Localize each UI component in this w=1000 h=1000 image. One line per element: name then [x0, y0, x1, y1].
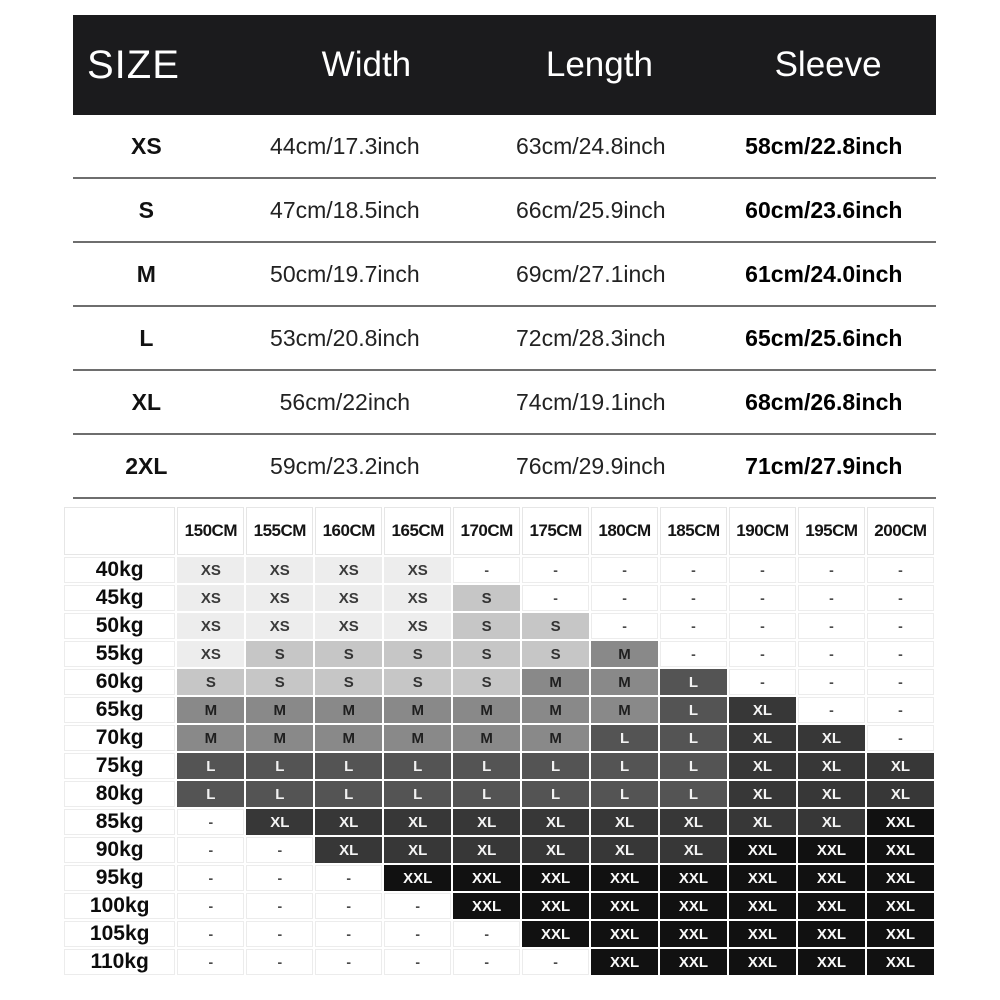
- fit-cell: L: [521, 752, 590, 780]
- fit-cell: -: [728, 556, 797, 584]
- height-header: 185CM: [659, 506, 728, 556]
- fit-cell: XS: [383, 556, 452, 584]
- measure-cell-size: XS: [73, 115, 220, 178]
- fit-cell: -: [728, 668, 797, 696]
- fit-cell: XXL: [521, 892, 590, 920]
- fit-cell: -: [797, 668, 866, 696]
- measure-cell-sleeve: 68cm/26.8inch: [712, 370, 936, 434]
- fit-row: [63, 752, 935, 780]
- fit-cell: -: [176, 948, 245, 976]
- measure-row: [73, 306, 936, 370]
- fit-row: [63, 892, 935, 920]
- fit-cell: XXL: [590, 948, 659, 976]
- fit-cell: -: [866, 668, 935, 696]
- fit-cell: -: [866, 584, 935, 612]
- fit-cell: XXL: [452, 892, 521, 920]
- fit-cell: M: [245, 724, 314, 752]
- fit-cell: XXL: [866, 836, 935, 864]
- fit-cell: XL: [314, 808, 383, 836]
- fit-cell: -: [659, 584, 728, 612]
- measure-row: [73, 434, 936, 498]
- fit-cell: XL: [797, 752, 866, 780]
- height-header: 175CM: [521, 506, 590, 556]
- fit-cell: M: [176, 724, 245, 752]
- fit-cell: -: [176, 892, 245, 920]
- height-header: 170CM: [452, 506, 521, 556]
- fit-cell: S: [521, 612, 590, 640]
- fit-cell: L: [245, 780, 314, 808]
- measure-cell-size: 2XL: [73, 434, 220, 498]
- fit-cell: XL: [452, 808, 521, 836]
- fit-cell: L: [314, 780, 383, 808]
- fit-cell: XXL: [797, 920, 866, 948]
- fit-cell: XL: [866, 752, 935, 780]
- fit-cell: -: [314, 892, 383, 920]
- measure-cell-size: S: [73, 178, 220, 242]
- weight-label: 60kg: [63, 668, 176, 696]
- fit-cell: XS: [245, 556, 314, 584]
- fit-cell: L: [659, 696, 728, 724]
- fit-cell: XXL: [659, 920, 728, 948]
- measure-cell-length: 74cm/19.1inch: [470, 370, 712, 434]
- measure-cell-length: 66cm/25.9inch: [470, 178, 712, 242]
- fit-cell: XL: [797, 808, 866, 836]
- fit-cell: L: [176, 752, 245, 780]
- fit-cell: XL: [590, 836, 659, 864]
- fit-cell: XL: [728, 808, 797, 836]
- fit-row: [63, 948, 935, 976]
- fit-cell: S: [452, 640, 521, 668]
- fit-cell: -: [245, 864, 314, 892]
- fit-cell: L: [314, 752, 383, 780]
- fit-row: [63, 640, 935, 668]
- fit-cell: XXL: [728, 864, 797, 892]
- fit-cell: XXL: [797, 892, 866, 920]
- fit-cell: XXL: [659, 892, 728, 920]
- header-width-label: Width: [321, 45, 412, 84]
- fit-cell: -: [314, 920, 383, 948]
- header-size-label: SIZE: [87, 42, 180, 87]
- measure-cell-length: 63cm/24.8inch: [470, 115, 712, 178]
- fit-cell: S: [245, 668, 314, 696]
- fit-cell: XS: [383, 584, 452, 612]
- fit-cell: XL: [797, 724, 866, 752]
- fit-cell: -: [659, 640, 728, 668]
- fit-cell: L: [590, 780, 659, 808]
- fit-cell: XL: [521, 808, 590, 836]
- weight-label: 70kg: [63, 724, 176, 752]
- fit-cell: -: [176, 920, 245, 948]
- height-header: 165CM: [383, 506, 452, 556]
- fit-cell: S: [521, 640, 590, 668]
- fit-cell: XS: [245, 584, 314, 612]
- fit-row: [63, 920, 935, 948]
- fit-cell: L: [590, 724, 659, 752]
- fit-cell: M: [314, 724, 383, 752]
- fit-cell: XXL: [797, 948, 866, 976]
- fit-row: [63, 584, 935, 612]
- fit-cell: XXL: [659, 864, 728, 892]
- fit-cell: -: [866, 556, 935, 584]
- fit-cell: M: [521, 668, 590, 696]
- fit-cell: XXL: [590, 920, 659, 948]
- fit-row: [63, 836, 935, 864]
- fit-cell: S: [176, 668, 245, 696]
- fit-cell: -: [866, 724, 935, 752]
- fit-cell: L: [383, 780, 452, 808]
- fit-cell: -: [728, 584, 797, 612]
- fit-cell: -: [797, 696, 866, 724]
- fit-cell: S: [452, 668, 521, 696]
- fit-cell: XXL: [797, 864, 866, 892]
- measure-row: [73, 242, 936, 306]
- fit-cell: -: [452, 556, 521, 584]
- fit-cell: XL: [728, 752, 797, 780]
- fit-cell: XS: [383, 612, 452, 640]
- fit-cell: XXL: [383, 864, 452, 892]
- fit-cell: XL: [728, 724, 797, 752]
- fit-cell: -: [383, 948, 452, 976]
- measure-cell-sleeve: 61cm/24.0inch: [712, 242, 936, 306]
- fit-cell: XXL: [590, 892, 659, 920]
- fit-matrix-section: [62, 505, 936, 977]
- fit-cell: M: [383, 724, 452, 752]
- fit-cell: S: [245, 640, 314, 668]
- fit-cell: XS: [314, 612, 383, 640]
- measure-cell-length: 69cm/27.1inch: [470, 242, 712, 306]
- fit-cell: -: [176, 836, 245, 864]
- fit-cell: -: [797, 556, 866, 584]
- weight-label: 50kg: [63, 612, 176, 640]
- fit-cell: S: [314, 640, 383, 668]
- fit-cell: -: [314, 948, 383, 976]
- fit-cell: L: [659, 752, 728, 780]
- fit-cell: XXL: [866, 892, 935, 920]
- fit-row: [63, 724, 935, 752]
- fit-table-corner-cell: [63, 506, 176, 556]
- fit-cell: M: [452, 696, 521, 724]
- measure-cell-size: M: [73, 242, 220, 306]
- fit-cell: XL: [245, 808, 314, 836]
- fit-cell: M: [452, 724, 521, 752]
- fit-cell: -: [659, 612, 728, 640]
- fit-cell: -: [728, 640, 797, 668]
- measure-cell-size: XL: [73, 370, 220, 434]
- fit-cell: -: [383, 920, 452, 948]
- fit-cell: L: [659, 724, 728, 752]
- fit-cell: -: [314, 864, 383, 892]
- measure-cell-sleeve: 71cm/27.9inch: [712, 434, 936, 498]
- fit-cell: -: [590, 556, 659, 584]
- header-sleeve-label: Sleeve: [774, 45, 882, 84]
- fit-cell: L: [590, 752, 659, 780]
- fit-cell: XS: [176, 556, 245, 584]
- height-header: 155CM: [245, 506, 314, 556]
- weight-label: 95kg: [63, 864, 176, 892]
- weight-label: 100kg: [63, 892, 176, 920]
- measure-cell-width: 50cm/19.7inch: [220, 242, 470, 306]
- fit-cell: S: [314, 668, 383, 696]
- fit-cell: M: [590, 640, 659, 668]
- fit-cell: M: [521, 696, 590, 724]
- weight-label: 75kg: [63, 752, 176, 780]
- fit-cell: XL: [797, 780, 866, 808]
- fit-cell: L: [659, 668, 728, 696]
- measure-cell-width: 47cm/18.5inch: [220, 178, 470, 242]
- fit-cell: XS: [176, 640, 245, 668]
- fit-cell: XXL: [797, 836, 866, 864]
- weight-label: 55kg: [63, 640, 176, 668]
- measure-cell-size: L: [73, 306, 220, 370]
- fit-cell: -: [590, 612, 659, 640]
- fit-row: [63, 668, 935, 696]
- fit-cell: -: [866, 612, 935, 640]
- weight-label: 80kg: [63, 780, 176, 808]
- fit-cell: XXL: [728, 892, 797, 920]
- size-measurement-table: [73, 115, 936, 499]
- height-header: 190CM: [728, 506, 797, 556]
- fit-cell: XL: [383, 836, 452, 864]
- fit-cell: -: [797, 612, 866, 640]
- weight-label: 40kg: [63, 556, 176, 584]
- fit-cell: -: [521, 584, 590, 612]
- fit-cell: S: [383, 640, 452, 668]
- fit-cell: M: [383, 696, 452, 724]
- weight-label: 110kg: [63, 948, 176, 976]
- weight-label: 85kg: [63, 808, 176, 836]
- fit-cell: -: [797, 640, 866, 668]
- fit-cell: XS: [176, 612, 245, 640]
- fit-row: [63, 612, 935, 640]
- fit-cell: XS: [314, 584, 383, 612]
- fit-cell: L: [245, 752, 314, 780]
- fit-cell: -: [797, 584, 866, 612]
- measure-cell-length: 72cm/28.3inch: [470, 306, 712, 370]
- fit-cell: XXL: [728, 948, 797, 976]
- fit-cell: XL: [383, 808, 452, 836]
- fit-cell: M: [521, 724, 590, 752]
- fit-cell: XL: [728, 780, 797, 808]
- fit-cell: -: [245, 836, 314, 864]
- fit-cell: XL: [659, 808, 728, 836]
- fit-cell: M: [590, 696, 659, 724]
- fit-cell: XXL: [590, 864, 659, 892]
- fit-cell: -: [590, 584, 659, 612]
- measure-cell-sleeve: 65cm/25.6inch: [712, 306, 936, 370]
- fit-cell: S: [383, 668, 452, 696]
- fit-cell: -: [176, 808, 245, 836]
- measure-row: [73, 370, 936, 434]
- fit-cell: M: [590, 668, 659, 696]
- fit-cell: -: [452, 920, 521, 948]
- height-header: 150CM: [176, 506, 245, 556]
- measure-row: [73, 178, 936, 242]
- fit-cell: L: [521, 780, 590, 808]
- measure-cell-width: 53cm/20.8inch: [220, 306, 470, 370]
- height-weight-fit-table: [62, 505, 936, 977]
- measurement-table-section: [73, 15, 936, 499]
- height-header: 180CM: [590, 506, 659, 556]
- fit-cell: -: [245, 920, 314, 948]
- height-header: 160CM: [314, 506, 383, 556]
- fit-cell: L: [659, 780, 728, 808]
- fit-cell: XL: [590, 808, 659, 836]
- fit-row: [63, 864, 935, 892]
- weight-label: 90kg: [63, 836, 176, 864]
- weight-label: 105kg: [63, 920, 176, 948]
- fit-cell: -: [383, 892, 452, 920]
- fit-cell: -: [245, 948, 314, 976]
- fit-cell: L: [452, 780, 521, 808]
- fit-cell: -: [245, 892, 314, 920]
- fit-cell: L: [383, 752, 452, 780]
- weight-label: 45kg: [63, 584, 176, 612]
- measure-cell-width: 44cm/17.3inch: [220, 115, 470, 178]
- fit-cell: -: [866, 640, 935, 668]
- fit-row: [63, 556, 935, 584]
- height-header: 195CM: [797, 506, 866, 556]
- fit-cell: XL: [314, 836, 383, 864]
- measure-cell-sleeve: 58cm/22.8inch: [712, 115, 936, 178]
- fit-row: [63, 696, 935, 724]
- fit-cell: L: [176, 780, 245, 808]
- fit-cell: XXL: [866, 864, 935, 892]
- fit-cell: -: [452, 948, 521, 976]
- fit-cell: XXL: [728, 836, 797, 864]
- fit-cell: XXL: [866, 920, 935, 948]
- fit-cell: L: [452, 752, 521, 780]
- fit-cell: XXL: [728, 920, 797, 948]
- fit-cell: -: [659, 556, 728, 584]
- fit-cell: XL: [728, 696, 797, 724]
- fit-cell: XL: [659, 836, 728, 864]
- fit-cell: -: [866, 696, 935, 724]
- fit-cell: XL: [866, 780, 935, 808]
- fit-cell: -: [521, 556, 590, 584]
- fit-cell: XS: [314, 556, 383, 584]
- fit-cell: M: [245, 696, 314, 724]
- fit-cell: S: [452, 612, 521, 640]
- fit-cell: M: [314, 696, 383, 724]
- weight-label: 65kg: [63, 696, 176, 724]
- fit-cell: -: [728, 612, 797, 640]
- fit-cell: XS: [245, 612, 314, 640]
- fit-cell: XL: [452, 836, 521, 864]
- measure-row: [73, 115, 936, 178]
- fit-row: [63, 808, 935, 836]
- fit-cell: XXL: [521, 864, 590, 892]
- fit-cell: XS: [176, 584, 245, 612]
- height-header: 200CM: [866, 506, 935, 556]
- fit-cell: XXL: [659, 948, 728, 976]
- fit-cell: -: [521, 948, 590, 976]
- header-length-label: Length: [545, 45, 653, 84]
- measure-cell-sleeve: 60cm/23.6inch: [712, 178, 936, 242]
- fit-cell: M: [176, 696, 245, 724]
- fit-cell: XXL: [521, 920, 590, 948]
- fit-cell: S: [452, 584, 521, 612]
- fit-cell: XL: [521, 836, 590, 864]
- fit-cell: -: [176, 864, 245, 892]
- measure-cell-width: 56cm/22inch: [220, 370, 470, 434]
- measurement-table-header-bar: [73, 15, 936, 115]
- measure-cell-width: 59cm/23.2inch: [220, 434, 470, 498]
- fit-cell: XXL: [452, 864, 521, 892]
- measure-cell-length: 76cm/29.9inch: [470, 434, 712, 498]
- fit-cell: XXL: [866, 808, 935, 836]
- fit-row: [63, 780, 935, 808]
- fit-cell: XXL: [866, 948, 935, 976]
